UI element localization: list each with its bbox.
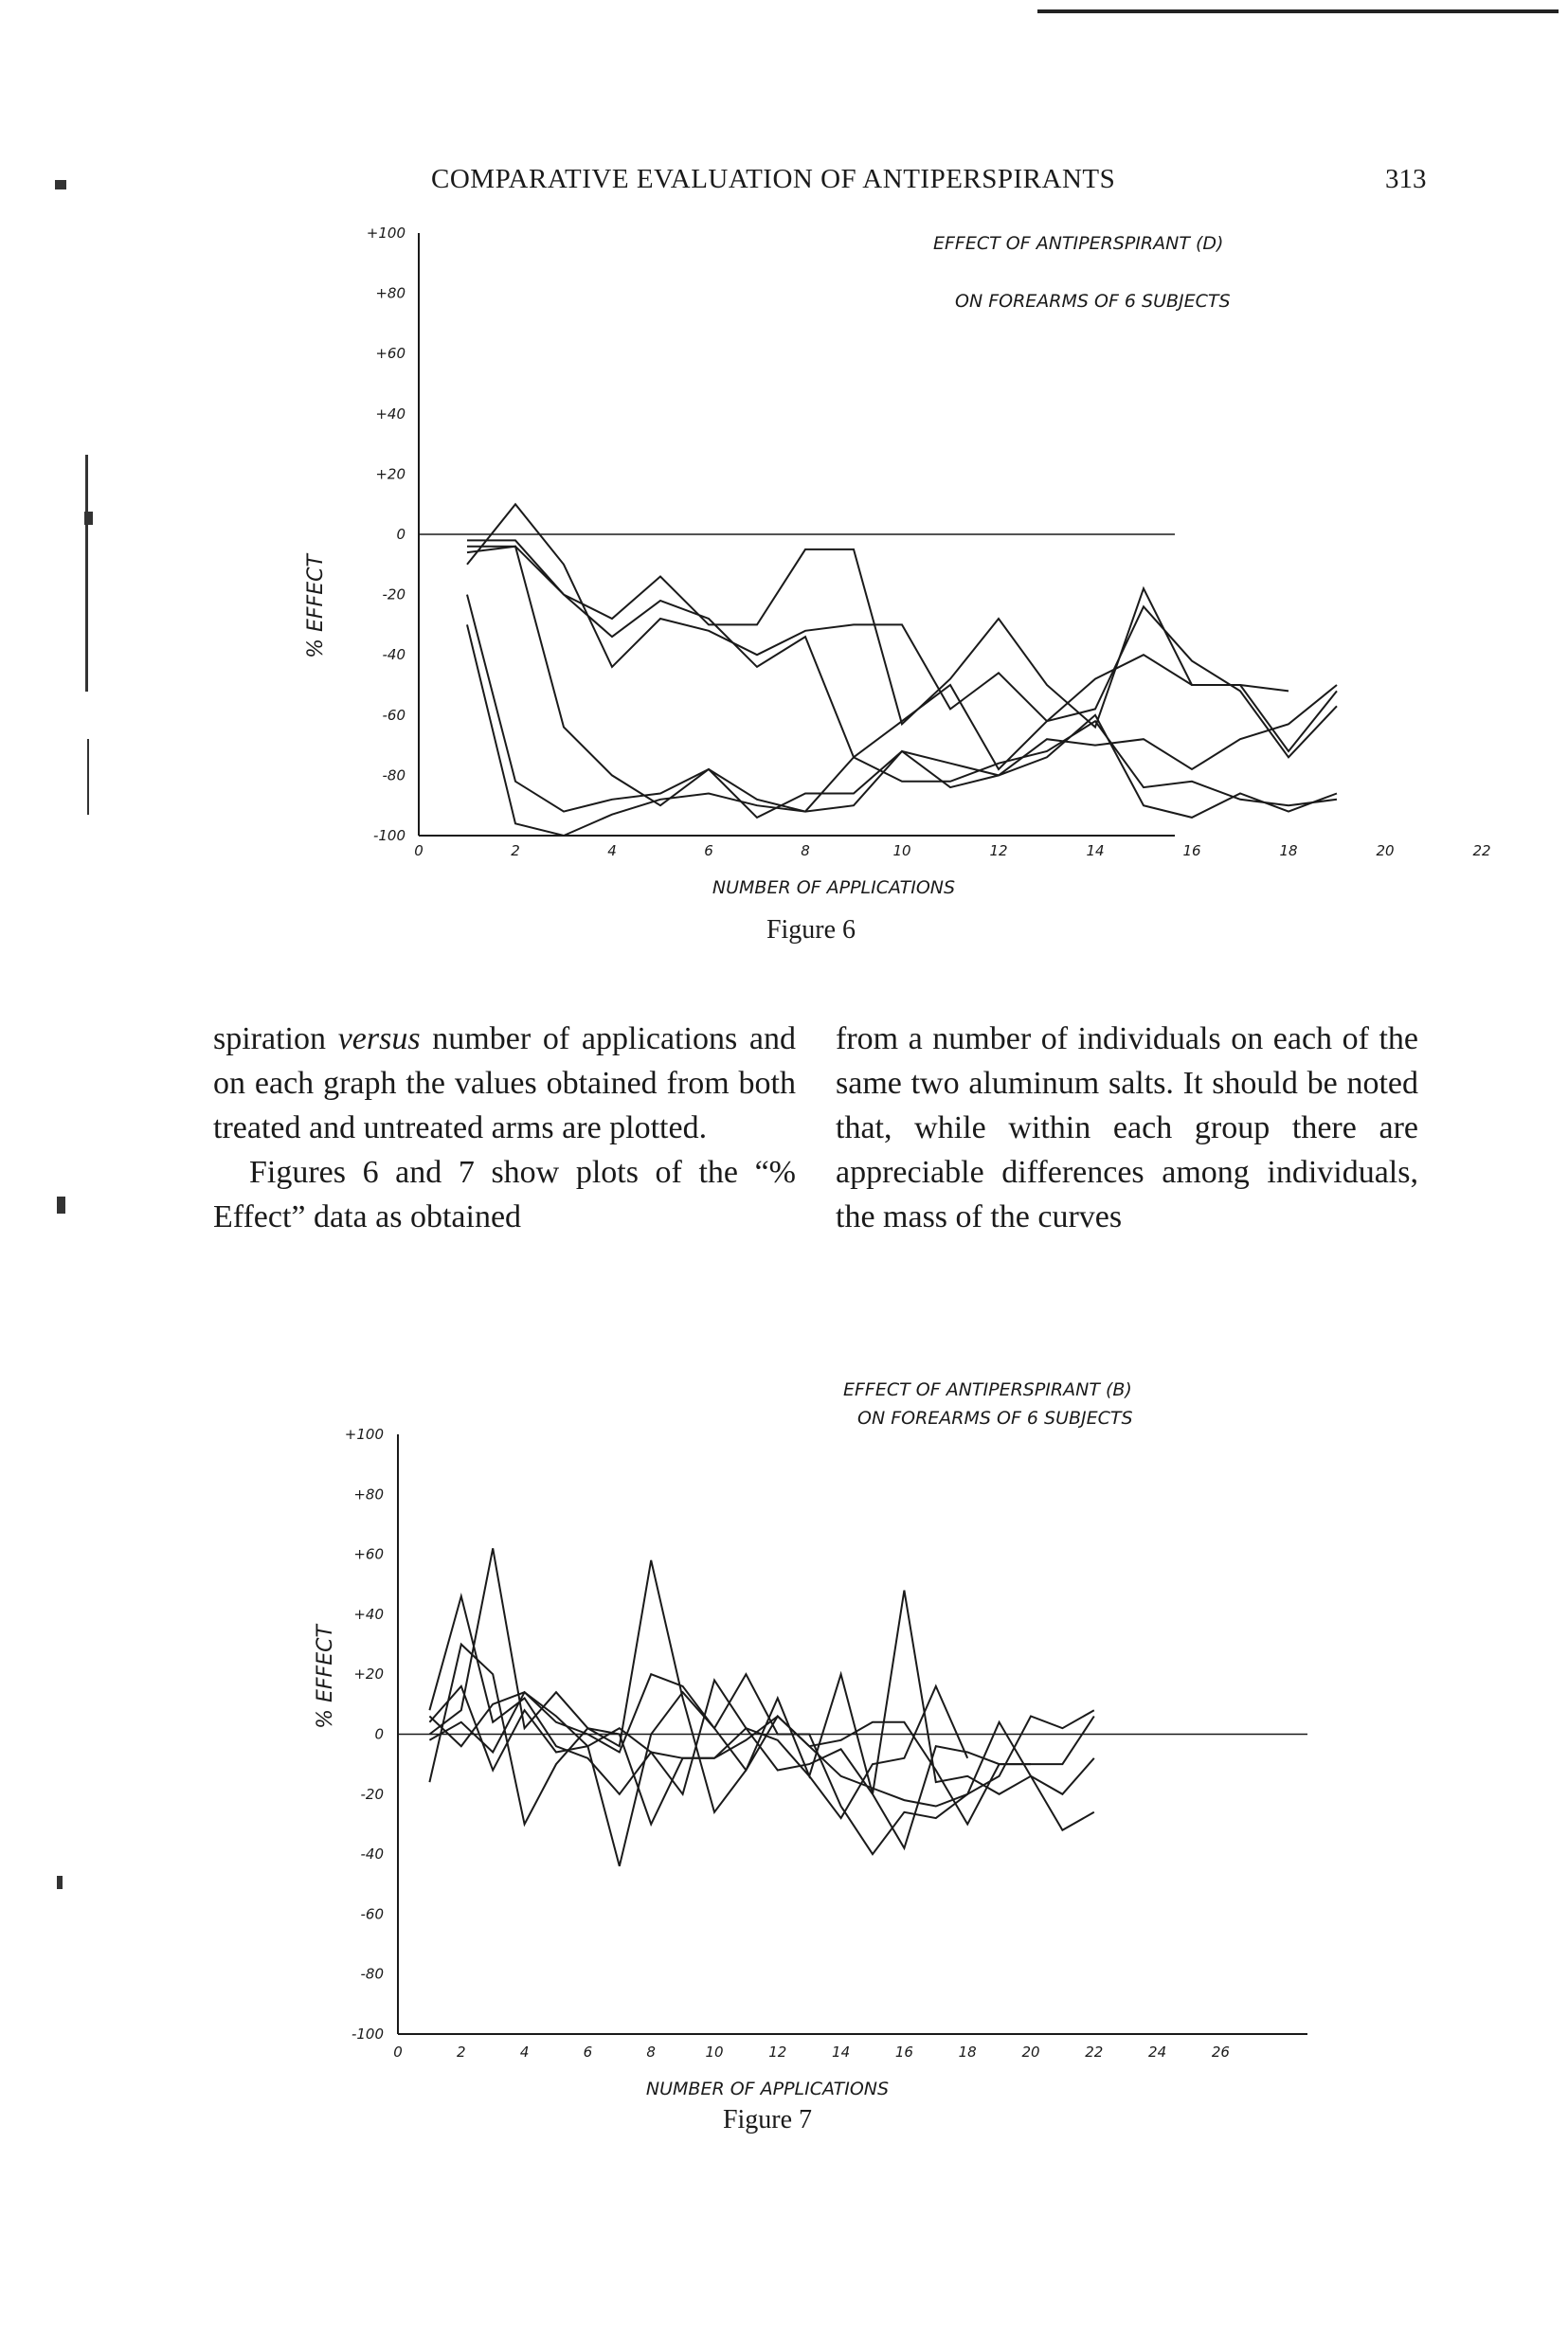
left-paragraph-2: Figures 6 and 7 show plots of the “% Effect” data as obtained: [213, 1155, 796, 1234]
x-tick-label: 0: [414, 842, 424, 859]
figure-7-labels: [314, 1379, 1230, 2134]
y-tick-label: -40: [360, 1846, 384, 1864]
y-axis-title: % EFFECT: [314, 1625, 337, 1729]
x-tick-label: 6: [583, 2044, 593, 2061]
x-tick-label: 4: [607, 842, 617, 859]
paragraph-1-lead: spiration: [213, 1021, 338, 1056]
right-paragraph: from a number of individuals on each of the same two aluminum salts. It should be noted that, while within each group there are appreciable differences among individuals, the mass of the curves: [836, 1021, 1418, 1234]
y-tick-label: 0: [374, 1725, 384, 1743]
y-tick-label: -60: [382, 706, 406, 724]
series-line-subject-6: [467, 547, 1337, 812]
x-axis-title: NUMBER OF APPLICATIONS: [712, 877, 956, 898]
y-tick-label: 0: [396, 526, 406, 543]
x-tick-label: 18: [958, 2044, 977, 2061]
x-tick-label: 22: [1472, 842, 1491, 859]
x-tick-label: 24: [1148, 2044, 1167, 2061]
x-tick-label: 0: [393, 2044, 403, 2061]
y-tick-label: -20: [382, 585, 406, 603]
figure-7-chart: [0, 1326, 1568, 2341]
x-tick-label: 8: [646, 2044, 656, 2061]
x-tick-label: 10: [892, 842, 911, 859]
figure-caption: Figure 7: [722, 2105, 813, 2134]
right-column: [836, 1017, 1418, 1239]
x-tick-label: 12: [989, 842, 1008, 859]
left-column: [213, 1017, 796, 1239]
series-line-subject-1: [429, 1548, 1093, 1848]
x-tick-label: 18: [1279, 842, 1298, 859]
chart-title: EFFECT OF ANTIPERSPIRANT (D): [933, 233, 1224, 254]
x-tick-label: 6: [704, 842, 713, 859]
paragraph-1-emphasis: versus: [337, 1021, 421, 1056]
paragraph-1-rest: number of applications and on each graph the values obtained from both treated and untreated arms are plotted.: [213, 1021, 797, 1145]
y-tick-label: +100: [344, 1426, 384, 1443]
x-tick-label: 20: [1021, 2044, 1040, 2061]
x-tick-label: 14: [1086, 842, 1105, 859]
x-tick-label: 16: [894, 2044, 913, 2061]
figure-6-chart: [0, 0, 1568, 957]
y-tick-label: -40: [382, 646, 406, 664]
figure-caption: Figure 6: [766, 915, 856, 945]
figure-7-series: [429, 1548, 1093, 1866]
y-tick-label: +100: [366, 225, 406, 242]
page-number: 313: [1385, 164, 1427, 194]
x-tick-label: 4: [519, 2044, 530, 2061]
y-tick-label: +20: [353, 1666, 384, 1684]
series-line-subject-3: [429, 1686, 1093, 1866]
x-tick-label: 20: [1376, 842, 1395, 859]
y-tick-label: -60: [360, 1905, 384, 1923]
y-tick-label: -20: [360, 1785, 384, 1803]
x-tick-label: 22: [1085, 2044, 1104, 2061]
x-tick-label: 16: [1182, 842, 1201, 859]
x-axis-title: NUMBER OF APPLICATIONS: [645, 2079, 890, 2099]
y-tick-label: -80: [382, 766, 406, 784]
chart-subtitle: ON FOREARMS OF 6 SUBJECTS: [857, 1408, 1133, 1429]
series-line-subject-4: [467, 595, 1337, 818]
y-tick-label: -100: [351, 2026, 384, 2043]
y-tick-label: +80: [375, 284, 406, 302]
series-line-subject-2: [467, 540, 1337, 769]
series-line-subject-1: [467, 547, 1289, 728]
running-head: COMPARATIVE EVALUATION OF ANTIPERSPIRANTS: [431, 164, 1116, 194]
y-tick-label: +20: [375, 465, 406, 483]
y-tick-label: +80: [353, 1486, 384, 1504]
y-tick-label: -80: [360, 1965, 384, 1983]
y-axis-title: % EFFECT: [304, 554, 328, 658]
y-tick-label: +40: [375, 405, 406, 423]
series-line-subject-3: [467, 504, 1337, 757]
y-tick-label: -100: [372, 827, 406, 844]
left-paragraph-1: [213, 1017, 796, 1150]
margin-mark: [57, 1197, 65, 1214]
x-tick-label: 14: [832, 2044, 851, 2061]
series-line-subject-4: [429, 1674, 1093, 1854]
chart-title: EFFECT OF ANTIPERSPIRANT (B): [843, 1379, 1132, 1400]
x-tick-label: 2: [511, 842, 520, 859]
x-tick-label: 8: [801, 842, 810, 859]
x-tick-label: 10: [705, 2044, 724, 2061]
y-tick-label: +60: [353, 1545, 384, 1563]
y-tick-label: +60: [375, 345, 406, 363]
x-tick-label: 12: [768, 2044, 787, 2061]
y-tick-label: +40: [353, 1605, 384, 1623]
figure-6-series: [467, 504, 1337, 836]
x-tick-label: 2: [457, 2044, 466, 2061]
x-tick-label: 26: [1211, 2044, 1230, 2061]
chart-subtitle: ON FOREARMS OF 6 SUBJECTS: [955, 291, 1231, 312]
